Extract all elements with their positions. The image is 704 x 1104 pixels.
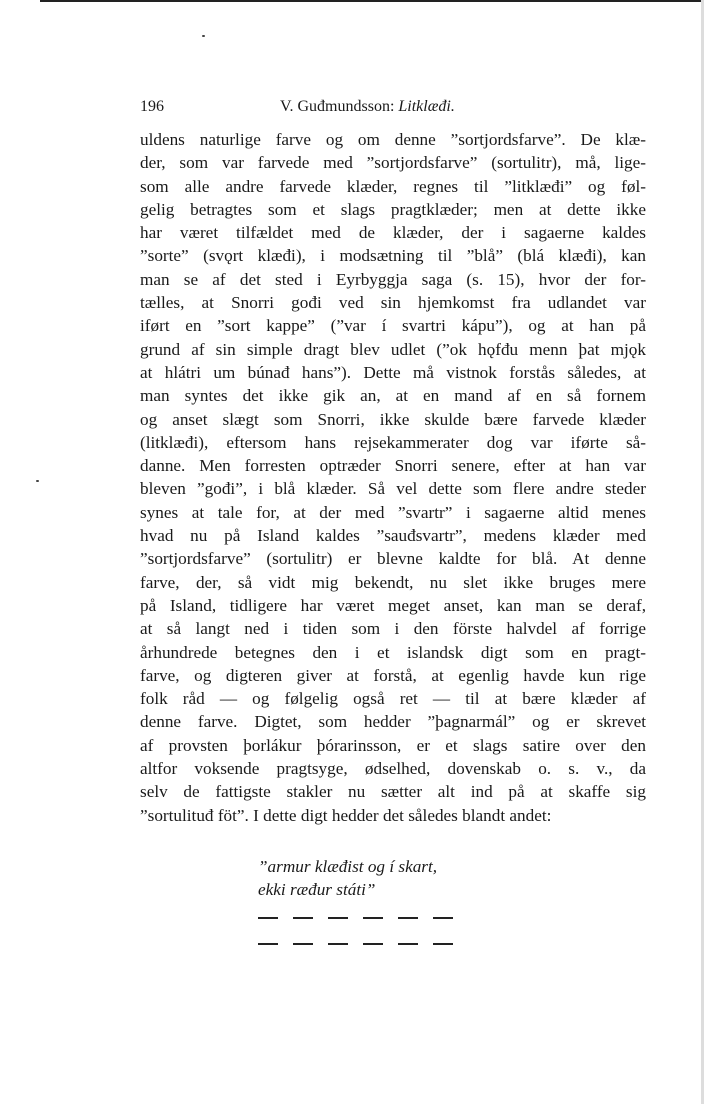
text-line: farve, der, så vidt mig bekendt, nu slet ikke bruges mere (140, 572, 646, 592)
running-head-author: V. Guđmundsson: (280, 98, 395, 115)
page-number: 196 (140, 98, 164, 115)
running-head (280, 98, 455, 116)
running-head-title: Litklæđi. (398, 98, 455, 115)
text-line: man syntes det ikke gik an, at en mand af en så fornem (140, 386, 646, 406)
text-line: århundrede betegnes den i et islandsk digt som en pragt- (140, 642, 646, 662)
page-header (140, 98, 510, 120)
text-line: farve, og digteren giver at forstå, at egenlig havde kun rige (140, 665, 646, 685)
text-line: bleven ”gođi”, i blå klæder. Så vel dette som flere andre steder (140, 479, 646, 499)
text-line: at hlátri um búnađ hans”). Dette må vistnok forstås således, at (140, 362, 646, 382)
text-line: (litklæđi), eftersom hans rejsekammerater dog var iførte så- (140, 432, 646, 452)
scan-speck (36, 480, 39, 482)
ellipsis-dashes-1 (258, 917, 468, 919)
verse-line-1: ”armur klæđist og í skart, (258, 857, 438, 876)
text-line: man se af det sted i Eyrbyggja saga (s. 15), hvor der for- (140, 269, 646, 289)
text-line: at så langt ned i tiden som i den förste halvdel af forrige (140, 619, 646, 639)
text-line: denne farve. Digtet, som hedder ”þagnarmál” og er skrevet (140, 712, 646, 732)
text-line: uldens naturlige farve og om denne ”sortjordsfarve”. De klæ- (140, 130, 646, 149)
text-line: ”sortjordsfarve” (sortulitr) er blevne kaldte for blå. At denne (140, 549, 646, 569)
body-text (140, 128, 646, 827)
text-line: folk råd — og følgelig også ret — til at bære klæder af (140, 689, 646, 709)
text-line: grund af sin simple dragt blev udlet (”ok hǫfđu menn þat mjǫk (140, 339, 646, 359)
verse-line-2: ekki ræđur státi” (258, 880, 376, 900)
text-line: af provsten þorlákur þórarinsson, er et slags satire over den (140, 735, 646, 755)
text-line: tælles, at Snorri gođi ved sin hjemkomst fra udlandet var (140, 293, 646, 313)
text-line: der, som var farvede med ”sortjordsfarve” (sortulitr), må, lige- (140, 153, 646, 173)
text-line: ”sortulituđ föt”. I dette digt hedder det således blandt andet: (140, 805, 552, 825)
text-line: iført en ”sort kappe” (”var í svartri kápu”), og at han på (140, 316, 646, 336)
text-line: på Island, tidligere har været meget anset, kan man se deraf, (140, 595, 646, 615)
text-line: ”sorte” (svǫrt klæđi), i modsætning til ”blå” (blá klæđi), kan (140, 246, 646, 266)
text-line: selv de fattigste stakler nu sætter alt ind på at skaffe sig (140, 782, 646, 802)
text-line: danne. Men forresten optræder Snorri senere, efter at han var (140, 456, 646, 476)
scan-top-edge (40, 0, 704, 2)
text-line: synes at tale for, at der med ”svartr” i sagaerne altid menes (140, 502, 646, 522)
text-line: gelig betragtes som et slags pragtklæder; men at dette ikke (140, 199, 646, 219)
ellipsis-dashes-2 (258, 943, 468, 945)
text-line: har været tilfældet med de klæder, der i sagaerne kaldes (140, 223, 646, 243)
text-line: og anset slægt som Snorri, ikke skulde bære farvede klæder (140, 409, 646, 429)
text-line: som alle andre farvede klæder, regnes til ”litklæđi” og føl- (140, 176, 646, 196)
text-line: altfor voksende pragtsyge, ødselhed, dovenskab o. s. v., da (140, 759, 646, 779)
verse-quote (258, 855, 518, 902)
text-line: hvad nu på Island kaldes ”sauđsvartr”, medens klæder med (140, 526, 646, 546)
scan-speck (202, 35, 205, 37)
